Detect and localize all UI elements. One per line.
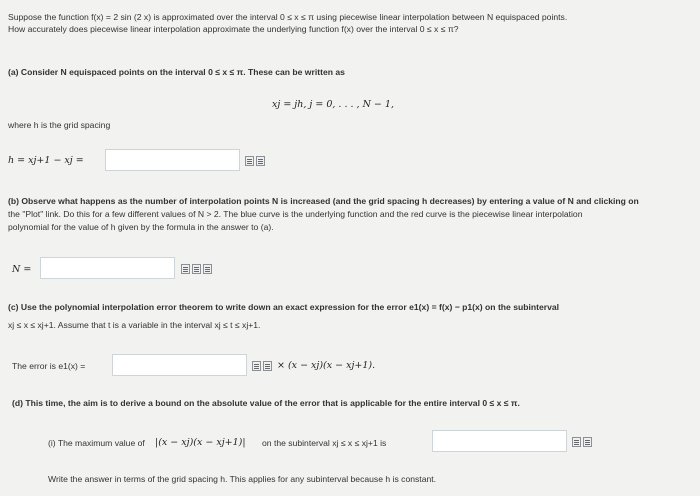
intro-line-2: How accurately does piecewise linear interpolation approximate the underlying function f(x) over the interval 0 ≤ x ≤ π? — [8, 24, 459, 34]
h-input-symbol-icon[interactable] — [245, 156, 254, 166]
part-b-text-2: the "Plot" link. Do this for a few different values of N > 2. The blue curve is the underlying function and the red curve is the piecewise linear interpolation — [8, 209, 583, 219]
part-d-heading: (d) This time, the aim is to derive a bound on the absolute value of the error that is applicable for the entire interval 0 ≤ x ≤ π. — [12, 398, 520, 408]
error-factor-expression: × (x − xj)(x − xj+1). — [277, 360, 376, 371]
h-input-keyboard-icon[interactable] — [256, 156, 265, 166]
grid-spacing-label: where h is the grid spacing — [8, 120, 111, 130]
max-value-keyboard-icon[interactable] — [583, 437, 592, 447]
error-input[interactable] — [112, 354, 247, 376]
part-b-text-1: (b) Observe what happens as the number of interpolation points N is increased (and the grid spacing h decreases) by entering a value of N and clicking on — [8, 196, 639, 206]
part-d-item-i-expression: |(x − xj)(x − xj+1)| — [155, 437, 246, 448]
error-input-keyboard-icon[interactable] — [263, 361, 272, 371]
h-input[interactable] — [105, 149, 240, 171]
n-input-keyboard-icon[interactable] — [192, 264, 201, 274]
part-a-heading: (a) Consider N equispaced points on the interval 0 ≤ x ≤ π. These can be written as — [8, 67, 345, 77]
max-value-input[interactable] — [432, 430, 567, 452]
part-d-item-i-prefix: (i) The maximum value of — [48, 438, 145, 448]
max-value-symbol-icon[interactable] — [572, 437, 581, 447]
intro-line-1: Suppose the function f(x) = 2 sin (2 x) is approximated over the interval 0 ≤ x ≤ π using piecewise linear interpolation between N equispaced points. — [8, 12, 568, 22]
n-input-label: N = — [12, 264, 32, 275]
grid-points-formula: xj = jh, j = 0, . . . , N − 1, — [272, 99, 394, 110]
part-b-text-3: polynomial for the value of h given by the formula in the answer to (a). — [8, 222, 274, 232]
part-c-text-1: (c) Use the polynomial interpolation error theorem to write down an exact expression for the error e1(x) = f(x) − p1(x) on the subinterval — [8, 302, 560, 312]
plot-icon[interactable] — [203, 264, 212, 274]
error-input-label: The error is e1(x) = — [12, 361, 86, 371]
h-input-label: h = xj+1 − xj = — [8, 155, 84, 166]
n-input-symbol-icon[interactable] — [181, 264, 190, 274]
part-c-text-2: xj ≤ x ≤ xj+1. Assume that t is a variable in the interval xj ≤ t ≤ xj+1. — [8, 320, 261, 330]
part-d-item-i-subinterval: on the subinterval xj ≤ x ≤ xj+1 is — [262, 438, 387, 448]
n-input[interactable] — [40, 257, 175, 279]
error-input-symbol-icon[interactable] — [252, 361, 261, 371]
part-d-note: Write the answer in terms of the grid spacing h. This applies for any subinterval because h is constant. — [48, 474, 437, 484]
